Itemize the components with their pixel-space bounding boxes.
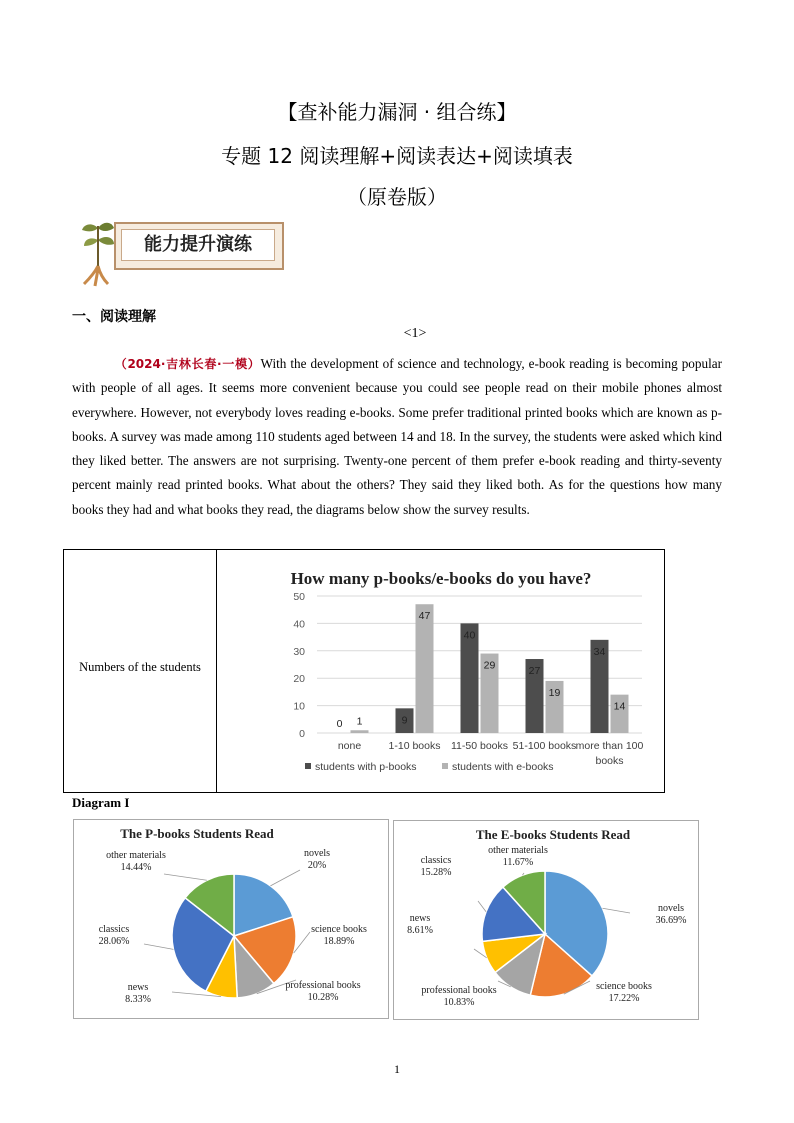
data-label: 34 [593,645,606,658]
y-tick-label: 30 [293,645,305,658]
pie-label: other materials [106,850,166,861]
table-row-label: Numbers of the students [79,660,201,674]
y-tick-label: 40 [293,618,305,631]
x-tick-label: 11-50 books [450,740,509,752]
pie-label: news [409,913,431,924]
pie-percent: 15.28% [420,867,452,878]
pie-label: other materials [488,845,548,856]
data-label: 14 [613,700,626,713]
pie-percent: 14.44% [120,862,152,873]
passage [72,352,722,522]
section-banner [80,222,282,268]
legend-label: students with e-books [452,761,554,773]
pie-label: classics [420,855,452,866]
pie-label: news [127,982,149,993]
pie-percent: 10.28% [307,992,339,1003]
pie-percent: 8.61% [407,925,433,936]
pie-label: science books [311,924,367,935]
x-tick-label: 51-100 books [512,740,577,752]
y-tick-label: 10 [293,700,305,713]
pie-percent: 36.69% [655,915,687,926]
pie-label: professional books [285,980,361,991]
pie-label: science books [596,981,652,992]
pie-label: novels [303,848,331,859]
data-label: 0 [336,718,343,730]
pie-percent: 11.67% [502,857,534,868]
legend-label: students with p-books [315,761,417,773]
pie-label: novels [657,903,685,914]
pie-percent: 17.22% [608,993,640,1004]
leader-line [478,901,486,912]
ginseng-leaf-icon [78,218,118,288]
x-tick-label: 1-10 books [388,740,441,752]
pie-percent: 10.83% [443,997,475,1008]
page-number: 1 [394,1062,400,1076]
pie-percent: 8.33% [125,994,151,1005]
passage-text: With the development of science and technology, e-book reading is becoming popular with people of all ages. It seems more convenient because you could see people read on their mobile phones almost everywhere. However, not everybody loves reading e-books. Some prefer traditional printed books which are known as p-books. A survey was made among 110 students aged between 14 and 18. In the survey, the students were asked which kind they liked better. The answers are not surprising. Twenty-one percent of them prefer e-book reading and thirty-seventy percent mainly read printed books. What about the others? They said they liked both. As for the questions how many books they had and what books they read, the diagrams below show the survey results. [72,356,722,517]
pie-percent: 20% [307,860,327,871]
pie-percent: 18.89% [323,936,355,947]
pie-title: The E-books Students Read [475,827,631,842]
banner-label: 能力提升演练 [121,229,275,261]
data-label: 47 [418,610,431,623]
header-line-1: 【查补能力漏洞 · 组合练】 [277,100,517,124]
data-label: 29 [483,659,496,672]
header-line-2: 专题 12 阅读理解+阅读表达+阅读填表 [221,144,573,168]
y-tick-label: 50 [293,591,305,603]
data-label: 1 [356,715,363,728]
banner-frame [114,222,284,270]
x-tick-label: books [595,755,624,767]
x-tick-label: more than 100 [575,740,644,752]
section-title: 一、阅读理解 [72,309,156,325]
pie-title: The P-books Students Read [120,826,274,841]
diagram-label: Diagram I [72,795,130,810]
pie-chart-ebooks [393,820,699,1020]
pie-label: professional books [421,985,497,996]
chart-title: How many p-books/e-books do you have? [290,569,592,588]
data-label: 27 [528,665,541,678]
data-label: 40 [463,629,476,642]
leader-line [144,944,173,949]
legend-swatch [305,763,311,769]
passage-source: （2024·吉林长春·一模） [114,357,261,371]
survey-table [63,549,665,793]
leader-line [270,870,300,886]
pie-label: classics [98,924,130,935]
pie-percent: 28.06% [98,936,130,947]
leader-line [164,874,207,880]
leader-line [602,908,630,913]
pie-chart-pbooks [73,819,389,1019]
y-tick-label: 0 [299,728,305,740]
question-number: <1> [403,326,427,341]
bar-chart [217,550,665,792]
y-tick-label: 20 [293,673,305,686]
bar [351,730,369,733]
bar [416,604,434,733]
data-label: 9 [401,714,408,727]
header-line-3: （原卷版） [347,185,447,209]
data-label: 19 [548,686,561,699]
legend-swatch [442,763,448,769]
x-tick-label: none [337,740,362,752]
